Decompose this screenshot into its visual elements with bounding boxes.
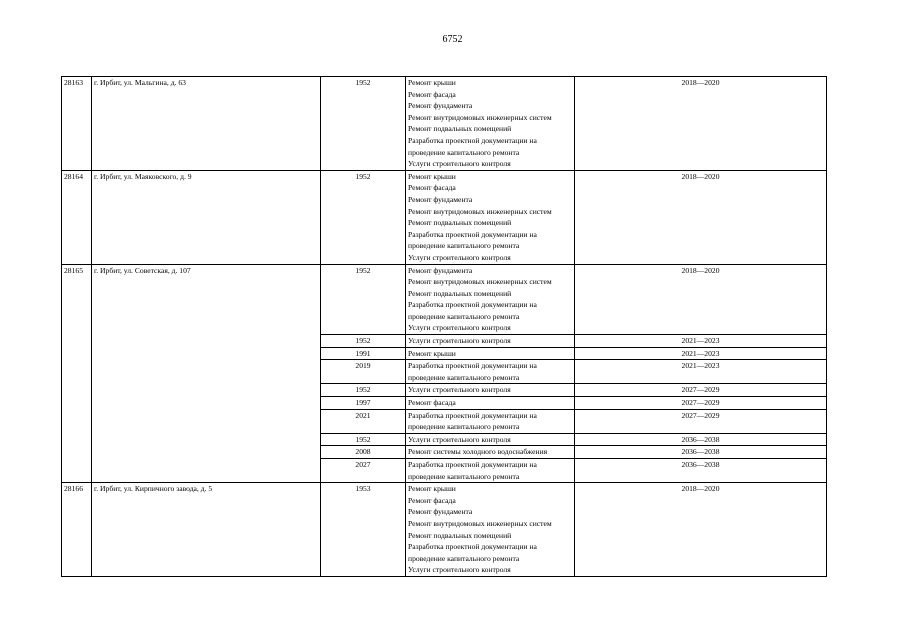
build-year: 2019 [321, 360, 406, 384]
table-row [62, 170, 827, 264]
work-type-line: Ремонт крыши [408, 171, 456, 181]
work-type-line: Ремонт фундамента [408, 194, 473, 204]
record-address: г. Ирбит, ул. Мальгина, д. 63 [92, 77, 321, 171]
table-row [62, 264, 827, 335]
work-type-line: Разработка проектной документации на [408, 542, 537, 552]
work-type-line: Услуги строительного контроля [408, 565, 511, 575]
record-address: г. Ирбит, ул. Советская, д. 107 [92, 264, 321, 483]
work-type-line: Ремонт подвальных помещений [408, 288, 512, 298]
repair-period: 2021—2023 [575, 335, 827, 348]
work-types [406, 483, 575, 577]
page-number: 6752 [442, 34, 463, 45]
record-number: 28164 [62, 170, 92, 264]
repair-period: 2036—2038 [575, 433, 827, 446]
work-types [406, 170, 575, 264]
work-type-line: Ремонт внутридомовых инженерных систем [408, 277, 552, 287]
work-type-line: Разработка проектной документации на [408, 460, 537, 469]
work-types [406, 433, 575, 446]
table-body [62, 77, 827, 577]
work-type-line: Разработка проектной документации на [408, 410, 537, 420]
work-types [406, 264, 575, 335]
build-year: 2027 [321, 459, 406, 483]
record-number: 28166 [62, 483, 92, 577]
work-type-line: Ремонт подвальных помещений [408, 218, 512, 228]
work-type-line: Ремонт системы холодного водоснабжения [408, 447, 548, 457]
work-types [406, 335, 575, 348]
work-type-line: Услуги строительного контроля [408, 434, 511, 444]
work-type-line: Разработка проектной документации на [408, 135, 537, 145]
repair-period: 2018—2020 [575, 483, 827, 577]
work-type-line: Ремонт крыши [408, 78, 456, 87]
work-type-line: Ремонт фундамента [408, 265, 473, 275]
work-type-line: проведение капитального ремонта [408, 241, 520, 251]
work-type-line: Ремонт фасада [408, 495, 456, 505]
work-types [406, 384, 575, 397]
work-type-line: Ремонт фундамента [408, 101, 473, 111]
work-type-line: проведение капитального ремонта [408, 372, 520, 382]
work-types [406, 459, 575, 483]
work-type-line: Услуги строительного контроля [408, 323, 511, 333]
record-address: г. Ирбит, ул. Маяковского, д. 9 [92, 170, 321, 264]
repair-schedule-table [61, 76, 827, 577]
work-type-line: Ремонт подвальных помещений [408, 124, 512, 134]
work-type-line: Ремонт фасада [408, 398, 456, 408]
build-year: 2008 [321, 446, 406, 459]
work-type-line: Услуги строительного контроля [408, 385, 511, 395]
work-type-line: Услуги строительного контроля [408, 159, 511, 169]
work-type-line: Разработка проектной документации на [408, 229, 537, 239]
work-types [406, 347, 575, 360]
repair-period: 2036—2038 [575, 446, 827, 459]
work-type-line: проведение капитального ремонта [408, 311, 520, 321]
work-type-line: Ремонт фундамента [408, 507, 473, 517]
work-types [406, 77, 575, 171]
work-types [406, 409, 575, 433]
table-row [62, 483, 827, 577]
repair-period: 2021—2023 [575, 347, 827, 360]
work-type-line: Ремонт фасада [408, 183, 456, 193]
build-year: 1952 [321, 77, 406, 171]
work-type-line: проведение капитального ремонта [408, 422, 520, 432]
work-type-line: Ремонт крыши [408, 348, 456, 358]
repair-period: 2027—2029 [575, 409, 827, 433]
build-year: 1997 [321, 397, 406, 410]
build-year: 1953 [321, 483, 406, 577]
work-type-line: Услуги строительного контроля [408, 336, 511, 346]
build-year: 1952 [321, 433, 406, 446]
build-year: 2021 [321, 409, 406, 433]
repair-period: 2027—2029 [575, 397, 827, 410]
work-type-line: Ремонт внутридомовых инженерных систем [408, 518, 552, 528]
table-row [62, 77, 827, 171]
build-year: 1991 [321, 347, 406, 360]
repair-period: 2021—2023 [575, 360, 827, 384]
record-number: 28163 [62, 77, 92, 171]
work-type-line: Разработка проектной документации на [408, 361, 537, 371]
work-type-line: Услуги строительного контроля [408, 252, 511, 262]
work-type-line: проведение капитального ремонта [408, 147, 520, 157]
work-type-line: Ремонт крыши [408, 484, 456, 494]
work-types [406, 397, 575, 410]
repair-period: 2018—2020 [575, 264, 827, 335]
repair-period: 2036—2038 [575, 459, 827, 483]
repair-period: 2018—2020 [575, 77, 827, 171]
work-type-line: Ремонт подвальных помещений [408, 530, 512, 540]
work-type-line: Ремонт фасада [408, 89, 456, 99]
work-types [406, 360, 575, 384]
build-year: 1952 [321, 384, 406, 397]
work-type-line: проведение капитального ремонта [408, 553, 520, 563]
work-type-line: Ремонт внутридомовых инженерных систем [408, 112, 552, 122]
record-number: 28165 [62, 264, 92, 483]
work-types [406, 446, 575, 459]
repair-period: 2027—2029 [575, 384, 827, 397]
work-type-line: проведение капитального ремонта [408, 471, 520, 481]
repair-period: 2018—2020 [575, 170, 827, 264]
record-address: г. Ирбит, ул. Кирпичного завода, д. 5 [92, 483, 321, 577]
work-type-line: Разработка проектной документации на [408, 300, 537, 310]
work-type-line: Ремонт внутридомовых инженерных систем [408, 206, 552, 216]
build-year: 1952 [321, 335, 406, 348]
build-year: 1952 [321, 264, 406, 335]
build-year: 1952 [321, 170, 406, 264]
